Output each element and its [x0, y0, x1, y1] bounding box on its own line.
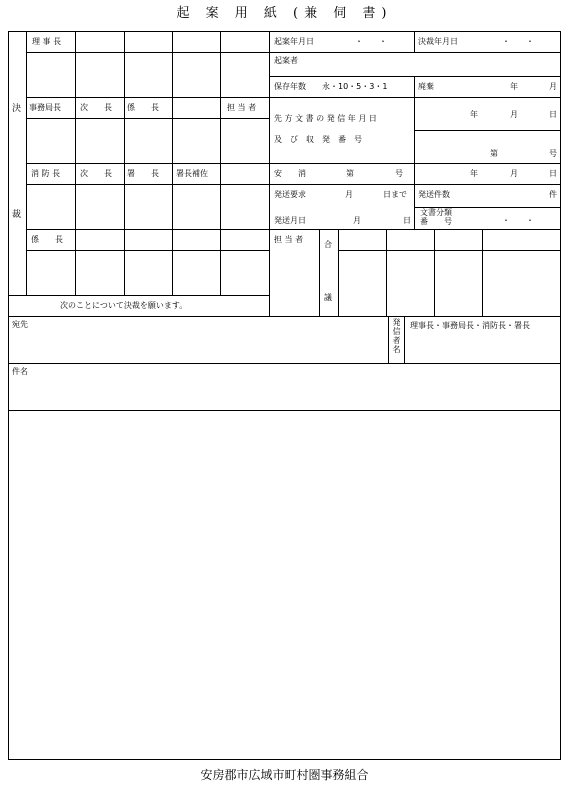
an-tsuki: 月 [510, 169, 518, 178]
label-jicho-2: 次 長 [80, 169, 112, 178]
kian-date-value[interactable]: ・ ・ [355, 37, 387, 46]
haiki-tsuki: 月 [549, 82, 557, 91]
hasso-date-tsuki: 月 [353, 216, 361, 225]
label-bunsho-bunrui: 文書分類 [420, 208, 452, 217]
kessai-date-value[interactable]: ・ ・ [502, 37, 534, 46]
label-hasso-date: 発送月日 [274, 216, 306, 225]
label-kenmei: 件名 [12, 367, 28, 376]
label-shocho-hosa: 署長補佐 [176, 169, 208, 178]
label-kakaricho-1: 係 長 [127, 103, 159, 112]
gogi-label-1: 合 [324, 240, 332, 249]
label-hozon: 保存年数 [274, 82, 306, 91]
hasso-yokyu-tsuki: 月 [345, 190, 353, 199]
gogi-label-2: 議 [324, 293, 332, 302]
body-area[interactable] [9, 411, 560, 759]
label-bunsho-bango: 番 号 [420, 217, 452, 226]
sai-label: 裁 [12, 210, 22, 220]
an-go: 号 [395, 169, 403, 178]
senpo-dai: 第 [490, 149, 498, 158]
label-senpo-date: 先 方 文 書 の 発 信 年 月 日 [274, 114, 377, 123]
label-shobocho: 消 防 長 [31, 169, 61, 178]
label-tanto-1: 担 当 者 [227, 103, 257, 112]
request-text: 次のことについて決裁を願います。 [60, 301, 188, 310]
label-kakaricho-2: 係 長 [31, 235, 63, 244]
haiki-nen: 年 [510, 82, 518, 91]
label-haiki: 廃棄 [418, 82, 434, 91]
form-title: 起 案 用 紙 (兼 伺 書) [176, 6, 393, 21]
label-jicho-1: 次 長 [80, 103, 112, 112]
hasshinsha-value[interactable]: 理事長・事務局長・消防長・署長 [410, 321, 530, 330]
label-atesaki: 宛先 [12, 320, 28, 329]
hasso-yokyu-made: 日まで [383, 190, 407, 199]
senpo-hi: 日 [549, 110, 557, 119]
label-rijicho: 理 事 長 [32, 37, 62, 46]
label-shocho: 署 長 [127, 169, 159, 178]
label-kiansha: 起案者 [274, 56, 298, 65]
label-kian-date: 起案年月日 [274, 37, 314, 46]
label-hasso-kensu: 発送件数 [418, 190, 450, 199]
label-tanto-2: 担 当 者 [274, 235, 304, 244]
an-hi: 日 [549, 169, 557, 178]
label-hasshinsha: 発信者名 [392, 318, 401, 354]
footer-organization: 安房郡市広域市町村圏事務組合 [200, 768, 369, 782]
bunsho-bunrui-value[interactable]: ・ ・ [502, 216, 534, 225]
hasso-date-hi: 日 [403, 216, 411, 225]
label-an-sho: 安 消 [274, 169, 306, 178]
senpo-go: 号 [549, 149, 557, 158]
senpo-tsuki: 月 [510, 110, 518, 119]
an-nen: 年 [470, 169, 478, 178]
ketsu-label: 決 [12, 104, 22, 114]
hasso-kensu-ken: 件 [549, 190, 557, 199]
label-jimukyokucho: 事務局長 [29, 103, 61, 112]
label-hasso-yokyu: 発送要求 [274, 190, 306, 199]
an-dai: 第 [346, 169, 354, 178]
senpo-nen: 年 [470, 110, 478, 119]
hozon-values[interactable]: 永・10・5・3・1 [322, 82, 388, 91]
label-kessai-date: 決裁年月日 [418, 37, 458, 46]
label-senpo-number: 及 び 収 発 番 号 [274, 135, 362, 144]
